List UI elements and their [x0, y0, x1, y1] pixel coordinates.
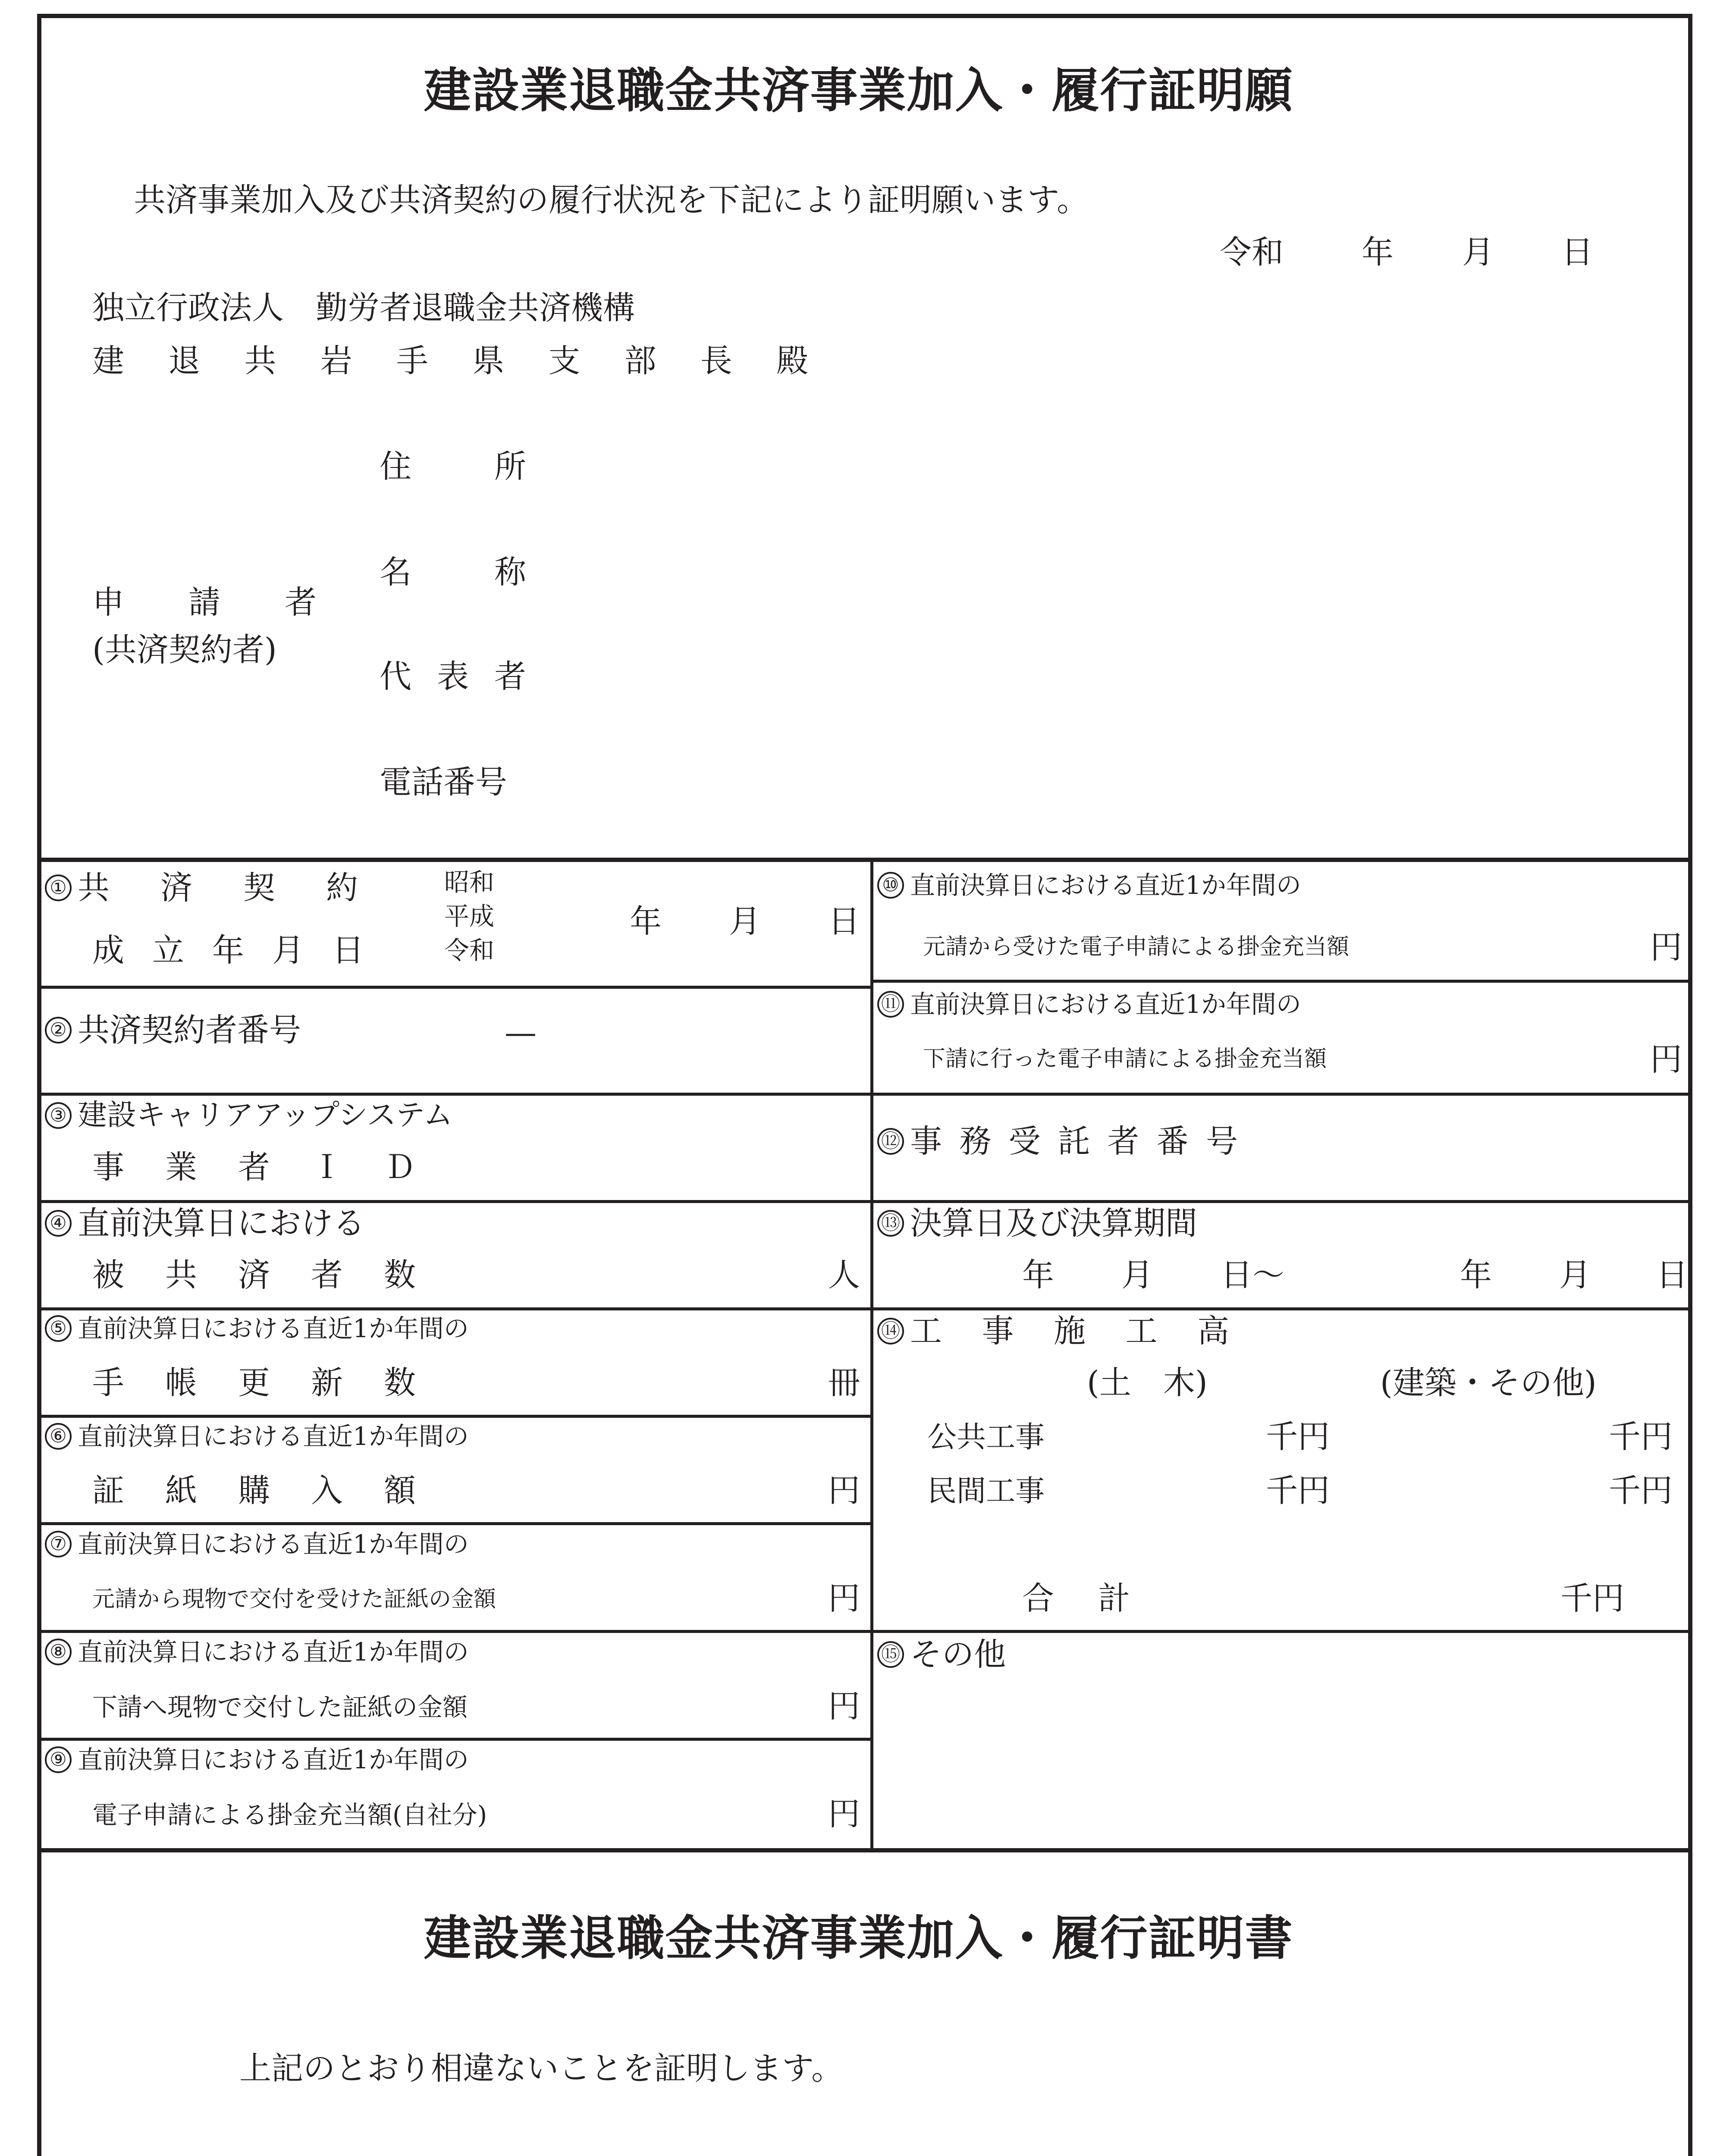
item-1-era-showa: 昭和 — [444, 868, 495, 897]
item-13-label: ⑬ 決算日及び決算期間 — [877, 1207, 1197, 1239]
item-6-label-row2: 証 紙 購 入 額 — [92, 1472, 416, 1509]
item-14-private-unit-2: 千円 — [1609, 1472, 1673, 1509]
item-number-15: ⑮ — [877, 1641, 904, 1668]
request-branch: 建 退 共 岩 手 県 支 部 長 殿 — [92, 342, 808, 379]
item-1-era-reiwa: 令和 — [444, 936, 495, 965]
item-13-from-year: 年 — [1022, 1257, 1054, 1294]
item-6-unit: 円 — [828, 1472, 860, 1509]
item-1-year: 年 — [630, 903, 662, 940]
item-10-unit: 円 — [1650, 929, 1682, 966]
item-number-5: ⑤ — [45, 1315, 72, 1342]
item-number-4: ④ — [45, 1210, 72, 1237]
item-2-dash: — — [505, 1014, 537, 1051]
item-1-day: 日 — [828, 903, 860, 940]
request-date-month: 月 — [1462, 234, 1494, 271]
item-14-private-unit-1: 千円 — [1266, 1472, 1330, 1509]
item-10-label-row1: ⑩ 直前決算日における直近1か年間の — [877, 872, 1301, 899]
item-7-label-row2: 元請から現物で交付を受けた証紙の金額 — [92, 1586, 496, 1612]
item-14-total-label: 合 計 — [1022, 1580, 1130, 1617]
item-14-public-label: 公共工事 — [927, 1420, 1045, 1454]
item-14-total-unit: 千円 — [1560, 1580, 1624, 1617]
item-3-label-row1: ③ 建設キャリアアップシステム — [45, 1101, 453, 1130]
item-2-label: ② 共済契約者番号 — [45, 1014, 301, 1046]
row-divider — [37, 1738, 872, 1741]
item-number-11: ⑪ — [877, 991, 904, 1018]
item-number-13: ⑬ — [877, 1210, 904, 1237]
form-frame — [37, 14, 1692, 2156]
item-8-label-row2: 下請へ現物で交付した証紙の金額 — [92, 1692, 468, 1722]
item-1-era-heisei: 平成 — [444, 902, 495, 931]
item-15-label: ⑮ その他 — [877, 1639, 1006, 1670]
applicant-label: 申 請 者 — [92, 584, 317, 621]
field-representative-label: 代 表 者 — [380, 658, 526, 695]
item-number-12: ⑫ — [877, 1128, 904, 1155]
item-7-unit: 円 — [828, 1580, 860, 1617]
request-intro: 共済事業加入及び共済契約の履行状況を下記により証明願います。 — [134, 182, 1089, 219]
item-number-6: ⑥ — [45, 1423, 72, 1450]
row-divider — [37, 1200, 872, 1203]
item-11-label-row1: ⑪ 直前決算日における直近1か年間の — [877, 991, 1301, 1018]
item-5-label-row1: ⑤ 直前決算日における直近1か年間の — [45, 1315, 469, 1342]
row-divider — [37, 1522, 872, 1525]
row-divider — [870, 1093, 1692, 1096]
item-13-to-month: 月 — [1559, 1257, 1591, 1294]
item-1-month: 月 — [729, 903, 761, 940]
item-5-unit: 冊 — [828, 1364, 860, 1401]
item-13-to-year: 年 — [1460, 1257, 1492, 1294]
row-divider — [37, 1307, 872, 1310]
item-11-label-row2: 下請に行った電子申請による掛金充当額 — [923, 1046, 1327, 1072]
row-divider — [37, 1093, 872, 1096]
item-14-private-label: 民間工事 — [927, 1474, 1045, 1508]
row-divider — [870, 1307, 1692, 1310]
item-number-7: ⑦ — [45, 1531, 72, 1557]
item-1-label-row2: 成 立 年 月 日 — [92, 932, 364, 969]
row-divider — [870, 1200, 1692, 1203]
field-name-label: 名 称 — [380, 554, 526, 591]
item-14-col-building: (建築・その他) — [1380, 1364, 1597, 1401]
item-1-label-row1: ① 共 済 契 約 — [45, 872, 358, 904]
item-9-unit: 円 — [828, 1796, 860, 1833]
field-phone-label: 電話番号 — [380, 764, 507, 801]
row-divider — [37, 986, 872, 989]
row-divider — [870, 1630, 1692, 1633]
item-4-label-row1: ④ 直前決算日における — [45, 1207, 365, 1239]
item-12-label: ⑫ 事 務 受 託 者 番 号 — [877, 1125, 1238, 1157]
item-4-label-row2: 被 共 済 者 数 — [92, 1257, 416, 1294]
field-address-label: 住 所 — [380, 448, 526, 485]
table-bottom-line — [37, 1848, 1692, 1852]
item-number-3: ③ — [45, 1102, 72, 1129]
item-6-label-row1: ⑥ 直前決算日における直近1か年間の — [45, 1423, 469, 1450]
item-number-8: ⑧ — [45, 1639, 72, 1665]
item-13-to-day: 日 — [1656, 1257, 1688, 1294]
request-date-day: 日 — [1561, 234, 1593, 271]
item-14-public-unit-2: 千円 — [1609, 1418, 1673, 1455]
item-7-label-row1: ⑦ 直前決算日における直近1か年間の — [45, 1531, 469, 1557]
item-13-from-month: 月 — [1121, 1257, 1153, 1294]
item-number-14: ⑭ — [877, 1318, 904, 1344]
item-number-1: ① — [45, 874, 72, 901]
item-8-label-row1: ⑧ 直前決算日における直近1か年間の — [45, 1639, 469, 1665]
applicant-sub-label: (共済契約者) — [92, 631, 277, 668]
request-title: 建設業退職金共済事業加入・履行証明願 — [424, 63, 1293, 118]
request-org: 独立行政法人 勤労者退職金共済機構 — [92, 289, 635, 326]
item-number-2: ② — [45, 1017, 72, 1044]
item-9-label-row1: ⑨ 直前決算日における直近1か年間の — [45, 1746, 469, 1773]
item-14-label: ⑭ 工 事 施 工 高 — [877, 1315, 1229, 1347]
row-divider — [37, 1415, 872, 1418]
item-10-label-row2: 元請から受けた電子申請による掛金充当額 — [923, 934, 1350, 960]
item-3-label-row2: 事 業 者 Ｉ Ｄ — [92, 1149, 416, 1186]
request-date-era: 令和 — [1220, 234, 1284, 271]
row-divider — [870, 980, 1692, 983]
item-number-10: ⑩ — [877, 872, 904, 899]
table-top-line — [37, 858, 1692, 862]
item-9-label-row2: 電子申請による掛金充当額(自社分) — [92, 1800, 487, 1830]
item-4-unit: 人 — [828, 1257, 860, 1294]
item-14-public-unit-1: 千円 — [1266, 1418, 1330, 1455]
item-5-label-row2: 手 帳 更 新 数 — [92, 1364, 416, 1401]
table-middle-line — [870, 859, 873, 1850]
item-13-from-day: 日～ — [1221, 1257, 1284, 1294]
item-number-9: ⑨ — [45, 1746, 72, 1773]
request-date-year: 年 — [1362, 234, 1394, 271]
item-8-unit: 円 — [828, 1688, 860, 1725]
certificate-title: 建設業退職金共済事業加入・履行証明書 — [424, 1910, 1293, 1966]
item-14-col-civil: (土 木) — [1087, 1364, 1208, 1401]
certificate-statement: 上記のとおり相違ないことを証明します。 — [239, 2050, 844, 2087]
row-divider — [37, 1630, 872, 1633]
item-11-unit: 円 — [1650, 1041, 1682, 1078]
